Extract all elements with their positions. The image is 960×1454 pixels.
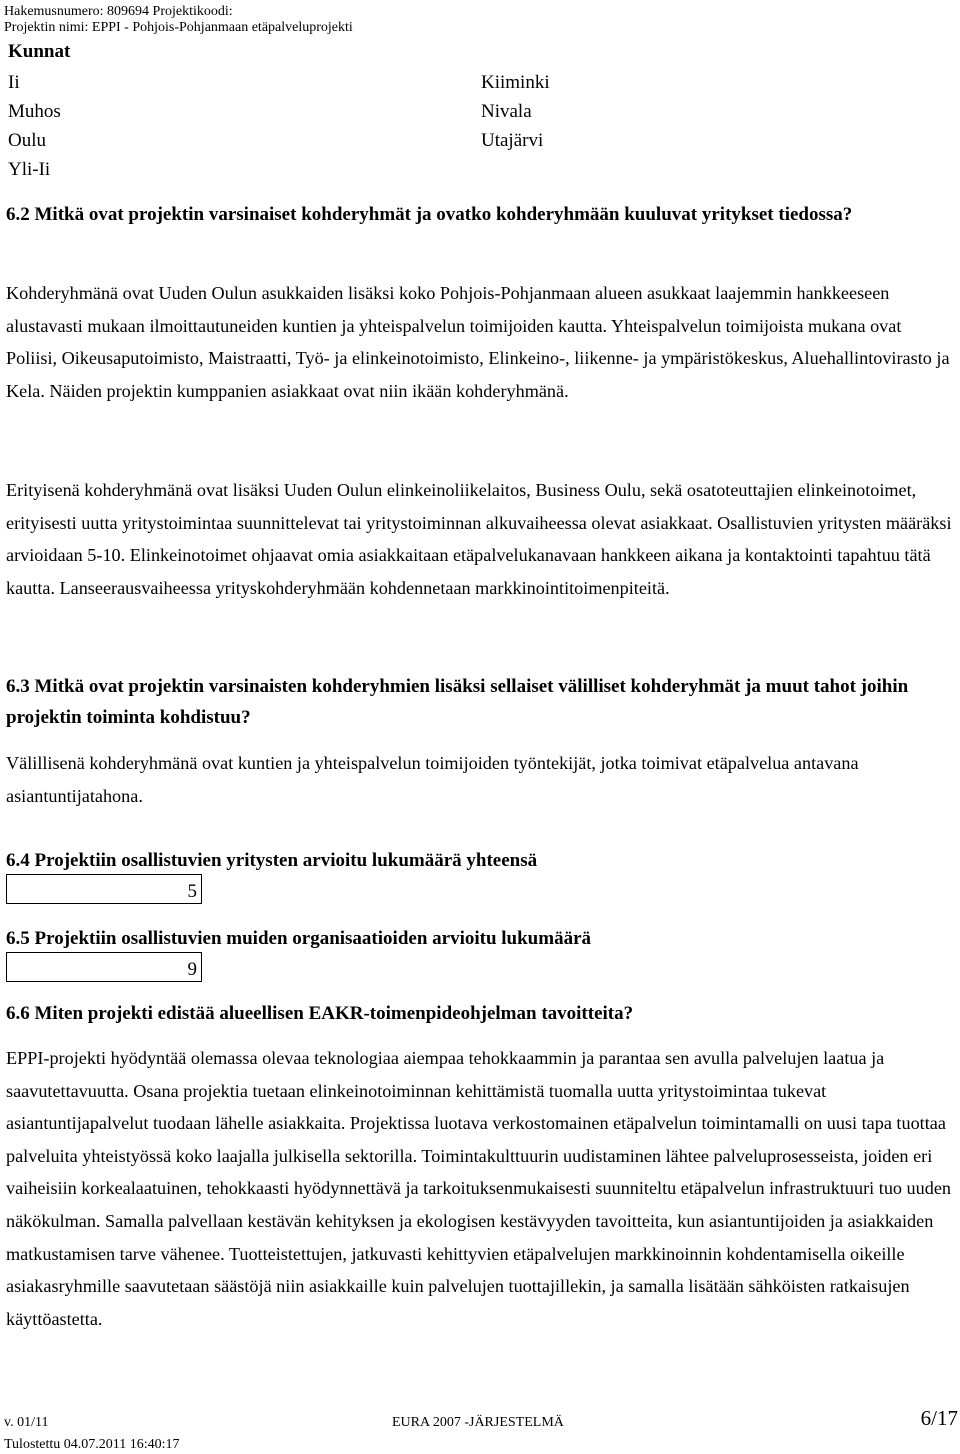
- footer-print-timestamp: Tulostettu 04.07.2011 16:40:17: [4, 1437, 180, 1452]
- page-number: 6/17: [920, 1406, 958, 1430]
- header-project-name-line: Projektin nimi: EPPI - Pohjois-Pohjanmaan etäpalveluprojekti: [4, 20, 353, 35]
- municipality-item: Utajärvi: [481, 130, 544, 151]
- question-6-2-answer-paragraph-2: Erityisenä kohderyhmänä ovat lisäksi Uuden Oulun elinkeinoliikelaitos, Business Oulu, sekä osatoteuttajien elinkeinotoimet, erityisesti uutta yritystoimintaa suunnittelevat tai yritystoiminnan alkuvaiheessa olevat asiakkaat. Osallistuvien yritysten määräksi arvioidaan 5-10. Elinkeinotoimet ohjaavat omia asiakkaitaan etäpalvelukanavaan hankkeen aikana ja kontaktointi tapahtuu tätä kautta. Lanseerausvaiheessa yrityskohderyhmään kohdennetaan markkinointitoimenpiteitä.: [6, 480, 952, 598]
- municipality-item: Nivala: [481, 101, 532, 122]
- question-6-3-answer: Välillisenä kohderyhmänä ovat kuntien ja yhteispalvelun toimijoiden työntekijät, jotka toimivat etäpalvelua antavana asiantuntijatahona.: [6, 753, 859, 806]
- question-6-3-heading: 6.3 Mitkä ovat projektin varsinaisten kohderyhmien lisäksi sellaiset välilliset kohderyhmät ja muut tahot joihin projektin toiminta kohdistuu?: [6, 676, 909, 728]
- municipality-item: Ii: [8, 72, 20, 93]
- organisation-count-field: 9: [6, 952, 202, 982]
- footer-system-name: EURA 2007 -JÄRJESTELMÄ: [392, 1415, 564, 1430]
- question-6-2-answer-paragraph-1: Kohderyhmänä ovat Uuden Oulun asukkaiden lisäksi koko Pohjois-Pohjanmaan alueen asukkaat laajemmin hankkeeseen alustavasti mukaan ilmoittautuneiden kuntien ja yhteispalvelun toimijoiden kautta. Yhteispalvelun toimijoista mukana ovat Poliisi, Oikeusaputoimisto, Maistraatti, Työ- ja elinkeinotoimisto, Elinkeino-, liikenne- ja ympäristökeskus, Aluehallintovirasto ja Kela. Näiden projektin kumppanien asiakkaat ovat niin ikään kohderyhmänä.: [6, 283, 950, 401]
- header-application-line: Hakemusnumero: 809694 Projektikoodi:: [4, 4, 233, 19]
- municipality-item: Yli-Ii: [8, 159, 51, 180]
- kunnat-heading: Kunnat: [8, 41, 71, 62]
- question-6-5-heading: 6.5 Projektiin osallistuvien muiden organisaatioiden arvioitu lukumäärä: [6, 928, 592, 949]
- municipality-list-right: [481, 68, 550, 155]
- question-6-2-heading: 6.2 Mitkä ovat projektin varsinaiset kohderyhmät ja ovatko kohderyhmään kuuluvat yritykset tiedossa?: [6, 204, 853, 225]
- question-6-6-heading: 6.6 Miten projekti edistää alueellisen EAKR-toimenpideohjelman tavoitteita?: [6, 1003, 634, 1024]
- municipality-item: Oulu: [8, 130, 46, 151]
- question-6-6-answer: EPPI-projekti hyödyntää olemassa olevaa teknologiaa aiempaa tehokkaammin ja parantaa sen avulla palvelujen laatua ja saavutettavuutta. Osana projektia tuetaan elinkeinotoiminnan kehittämistä tuomalla uutta yritystoimintaa tukevat asiantuntijapalvelut tuodaan lähelle asiakkaita. Projektissa luotava verkostomainen etäpalvelun toimintamalli on uusi tapa tuottaa palveluita yhteistyössä koko laajalla julkisella sektorilla. Toimintakulttuurin uudistaminen lähtee palveluprosesseista, joiden eri vaiheisiin korkealaatuinen, tehokkaasti hyödynnettävä ja tarkoituksenmukaisesti suunniteltu etäpalvelun infrastruktuuri tuo uuden näkökulman. Samalla palvellaan kestävän kehityksen ja ekologisen kestävyyden tavoitteita, kun asiantuntijoiden ja asiakkaiden matkustamisen tarve vähenee. Tuotteistettujen, jatkuvasti kehittyvien etäpalvelujen markkinoinnin kohdentamisella oikeille asiakasryhmille saavutetaan säästöjä niin asiakkaille kuin palvelujen tuottajillekin, ja samalla lisätään sähköisten ratkaisujen käyttöastetta.: [6, 1048, 952, 1329]
- question-6-4-heading: 6.4 Projektiin osallistuvien yritysten arvioitu lukumäärä yhteensä: [6, 850, 538, 871]
- municipality-item: Kiiminki: [481, 72, 550, 93]
- municipality-list-left: [8, 68, 61, 184]
- footer-version: v. 01/11: [4, 1415, 49, 1430]
- company-count-field: 5: [6, 874, 202, 904]
- municipality-item: Muhos: [8, 101, 61, 122]
